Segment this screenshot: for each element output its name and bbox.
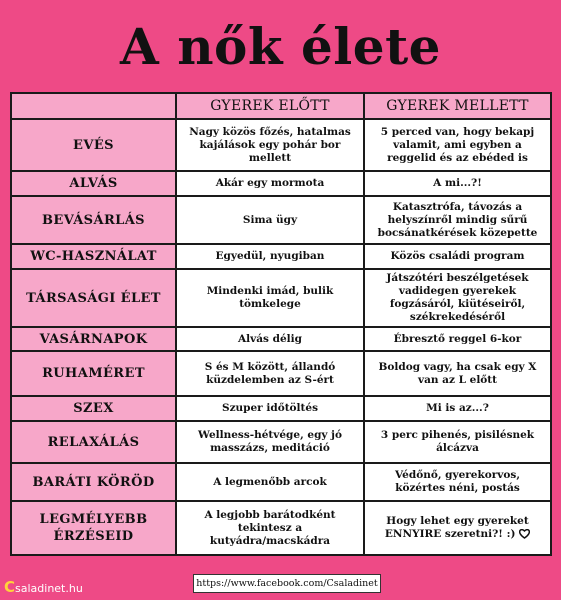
table-row (11, 244, 551, 269)
cell-before: Alvás délig (176, 327, 364, 351)
cell-after: Mi is az...? (364, 396, 551, 421)
table-row (11, 421, 551, 463)
table-row (11, 119, 551, 171)
brand-logo (4, 576, 134, 598)
table-row (11, 396, 551, 421)
header-before: GYEREK ELŐTT (176, 93, 364, 119)
cell-before: S és M között, állandó küzdelemben az S-ért (176, 351, 364, 396)
table-row (11, 196, 551, 244)
cell-after: Katasztrófa, távozás a helyszínről mindig sűrű bocsánatkérések közepette (364, 196, 551, 244)
row-label: LEGMÉLYEBB ÉRZÉSEID (11, 501, 176, 555)
header-row (11, 93, 551, 119)
table-row (11, 351, 551, 396)
row-label: ALVÁS (11, 171, 176, 196)
row-label: WC-HASZNÁLAT (11, 244, 176, 269)
cell-after: Boldog vagy, ha csak egy X van az L előtt (364, 351, 551, 396)
row-label: TÁRSASÁGI ÉLET (11, 269, 176, 327)
row-label: RUHAMÉRET (11, 351, 176, 396)
cell-before: Wellness-hétvége, egy jó masszázs, meditáció (176, 421, 364, 463)
row-label: EVÉS (11, 119, 176, 171)
comparison-table (10, 92, 552, 556)
cell-after (364, 501, 551, 555)
header-after: GYEREK MELLETT (364, 93, 551, 119)
cell-after-text: Hogy lehet egy gyereket ENNYIRE szeretni?! :) (384, 515, 529, 540)
table-row (11, 171, 551, 196)
source-url[interactable]: https://www.facebook.com/Csaladinet (193, 574, 381, 593)
cell-after: A mi...?! (364, 171, 551, 196)
table-row (11, 501, 551, 555)
row-label: VASÁRNAPOK (11, 327, 176, 351)
row-label: RELAXÁLÁS (11, 421, 176, 463)
logo-text: saladinet.hu (15, 582, 83, 595)
cell-after: 5 perced van, hogy bekapj valamit, ami egyben a reggelid és az ebéded is (364, 119, 551, 171)
cell-before: Akár egy mormota (176, 171, 364, 196)
row-label: BEVÁSÁRLÁS (11, 196, 176, 244)
cell-after: Védőnő, gyerekorvos, közértes néni, postás (364, 463, 551, 501)
header-corner (11, 93, 176, 119)
cell-after: Ébresztő reggel 6-kor (364, 327, 551, 351)
cell-before: Mindenki imád, bulik tömkelege (176, 269, 364, 327)
table-row (11, 269, 551, 327)
cell-before: Sima ügy (176, 196, 364, 244)
table-row (11, 463, 551, 501)
cell-after: Közös családi program (364, 244, 551, 269)
cell-before: A legmenőbb arcok (176, 463, 364, 501)
cell-after: 3 perc pihenés, pisilésnek álcázva (364, 421, 551, 463)
cell-before: Szuper időtöltés (176, 396, 364, 421)
cell-before: Egyedül, nyugiban (176, 244, 364, 269)
cell-after: Játszótéri beszélgetések vadidegen gyerekek fogzásáról, kiütéseiről, székrekedéséről (364, 269, 551, 327)
cell-before: A legjobb barátodként tekintesz a kutyádra/macskádra (176, 501, 364, 555)
row-label: SZEX (11, 396, 176, 421)
page-title: A nők élete (120, 17, 441, 76)
cell-before: Nagy közös főzés, hatalmas kajálások egy pohár bor mellett (176, 119, 364, 171)
table-row (11, 327, 551, 351)
logo-mark: C (4, 578, 16, 596)
heart-icon (519, 529, 530, 539)
row-label: BARÁTI KÖRÖD (11, 463, 176, 501)
